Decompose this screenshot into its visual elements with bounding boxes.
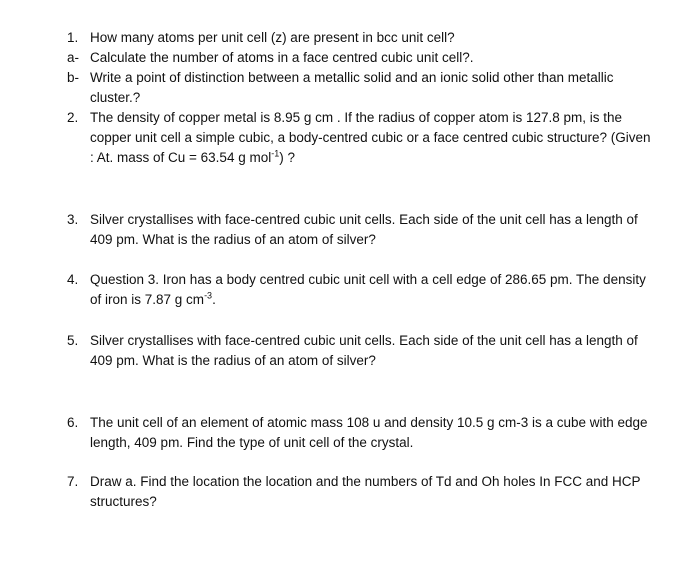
question-text (90, 108, 655, 168)
question-marker: 5. (67, 333, 79, 348)
question-text: How many atoms per unit cell (z) are present in bcc unit cell? (90, 30, 455, 45)
question-marker: 3. (67, 212, 79, 227)
question-text (90, 270, 655, 310)
question-text: The unit cell of an element of atomic mass 108 u and density 10.5 g cm-3 is a cube with edge length, 409 pm. Find the type of unit cell of the crystal. (90, 415, 648, 450)
question-marker: 4. (67, 272, 79, 287)
superscript: -1 (271, 148, 280, 159)
question-marker: 6. (67, 415, 79, 430)
question-text: Draw a. Find the location the location and the numbers of Td and Oh holes In FCC and HCP structures? (90, 474, 641, 509)
question-text-main: The density of copper metal is 8.95 g cm . If the radius of copper atom is 127.8 pm, is the copper unit cell a simple cubic, a body-centred cubic or a face centred cubic structure? (Given : At. mass of Cu = 63.54 g mol (90, 110, 651, 165)
question-text-main: Question 3. Iron has a body centred cubic unit cell with a cell edge of 286.65 pm. The density of iron is 7.87 g cm (90, 272, 646, 307)
question-text-end: . (212, 292, 216, 307)
question-marker: 7. (67, 474, 79, 489)
question-marker: 1. (67, 30, 79, 45)
question-text: Write a point of distinction between a metallic solid and an ionic solid other than metallic cluster.? (90, 70, 614, 105)
superscript: -3 (204, 290, 213, 301)
question-text-end: ) ? (279, 150, 295, 165)
question-marker: b- (67, 70, 80, 85)
question-marker: 2. (67, 110, 79, 125)
question-marker: a- (67, 50, 80, 65)
question-text: Silver crystallises with face-centred cubic unit cells. Each side of the unit cell has a length of 409 pm. What is the radius of an atom of silver? (90, 212, 638, 247)
question-text: Calculate the number of atoms in a face centred cubic unit cell?. (90, 50, 474, 65)
question-text: Silver crystallises with face-centred cubic unit cells. Each side of the unit cell has a length of 409 pm. What is the radius of an atom of silver? (90, 333, 638, 368)
